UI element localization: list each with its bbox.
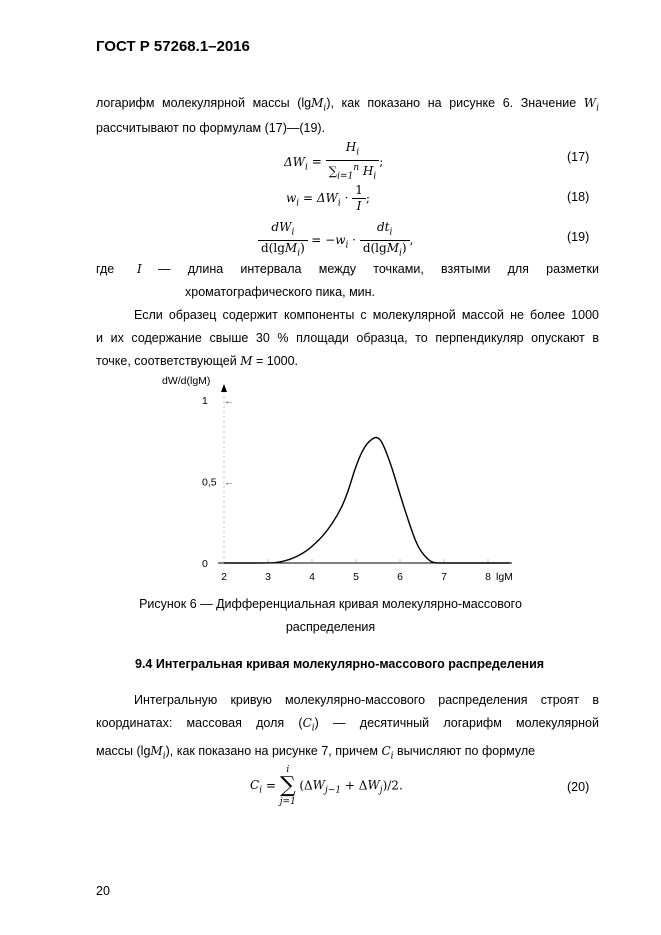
section-title: 9.4 Интегральная кривая молекулярно-массового распределения	[135, 657, 545, 671]
where-text-1: — длина интервала между точками, взятыми для разметки	[158, 262, 599, 276]
x-tick-label: 6	[397, 571, 403, 583]
paragraph-1-line-2: рассчитывают по формулам (17)—(19).	[96, 121, 326, 136]
series-line	[224, 437, 510, 563]
y-tick-label: 1	[202, 395, 208, 407]
x-tick-label: 8	[485, 571, 491, 583]
text-fragment: ) — десятичный логарифм молекулярной	[314, 716, 599, 730]
paragraph-2-line-1: Если образец содержит компоненты с молекулярной массой не более 1000	[134, 308, 599, 322]
y-tick-mark: ←	[224, 477, 234, 489]
y-tick-mark: ←	[224, 396, 234, 407]
equation-number-19: (19)	[567, 230, 590, 244]
symbol-W: W	[583, 96, 597, 110]
page-number: 20	[96, 884, 110, 898]
x-tick-label: 3	[265, 571, 271, 583]
paragraph-3-line-2: координатах: массовая доля $(C_i)$ — десятичный логарифм молекулярной	[96, 716, 599, 734]
where-text-2: хроматографического пика, мин.	[185, 285, 376, 299]
paragraph-2	[96, 305, 599, 371]
text-fragment: ), как показано на рисунке 6. Значение	[326, 96, 577, 110]
y-axis-label: dW/d(lgM)	[162, 375, 211, 387]
equation-number-18: (18)	[567, 190, 590, 204]
x-axis-label: lgM	[496, 571, 513, 583]
equation-17: $\Delta W_i$ = $\frac{H_i}{\sum_{i=1}^n H_i}$ ;	[284, 140, 384, 182]
y-axis-arrow	[221, 384, 227, 392]
x-tick-label: 4	[309, 571, 315, 583]
equation-18: $w_i = \Delta W_i$ · $\frac{1}{I}$ ;	[286, 183, 370, 213]
x-tick-label: 7	[441, 571, 447, 583]
paragraph-2-line-2: и их содержание свыше 30 % площади образца, то перпендикуляр опускают в	[96, 331, 599, 345]
equation-number-17: (17)	[567, 150, 590, 164]
paragraph-1	[96, 93, 599, 138]
text-fragment: ), как показано на рисунке 7, причем	[165, 744, 378, 759]
text-fragment: массы (lg	[96, 744, 151, 759]
paragraph-3	[96, 690, 599, 767]
text-fragment: логарифм молекулярной массы (lg	[96, 96, 312, 110]
chart-figure-6	[150, 370, 550, 590]
text-fragment: координатах: массовая доля (	[96, 716, 303, 730]
paragraph-3-line-3: массы (lgM$_i$), как показано на рисунке 7, причем $C_i$ вычисляют по формуле	[96, 744, 536, 762]
text-fragment: точке, соответствующей	[96, 354, 237, 368]
paragraph-2-line-3: точке, соответствующей M = 1000.	[96, 354, 299, 368]
figure-caption-line-2: распределения	[285, 620, 376, 634]
equation-19: $\frac{dW_i}{d(\lg M_i)}$ = $-w_i$ · $\frac{dt_i}{d(\lg M_i)}$ ,	[258, 220, 413, 262]
x-tick-label: 5	[353, 571, 359, 583]
x-tick-label: 2	[221, 571, 227, 583]
document-header: ГОСТ Р 57268.1–2016	[96, 38, 250, 55]
where-word: где	[96, 262, 115, 276]
y-tick-label: 0	[202, 558, 208, 570]
figure-caption-line-1: Рисунок 6 — Дифференциальная кривая молекулярно-массового	[139, 597, 522, 611]
where-symbol: I	[137, 262, 142, 276]
equation-number-20: (20)	[567, 780, 590, 794]
paragraph-3-line-1: Интегральную кривую молекулярно-массового распределения строят в	[134, 693, 599, 707]
paragraph-1-line-1: логарифм молекулярной массы (lgM$_i$), как показано на рисунке 6. Значение $W_i$	[96, 96, 599, 114]
text-fragment: вычисляют по формуле	[397, 744, 536, 759]
text-fragment: = 1000.	[255, 354, 299, 368]
symbol-M: M	[311, 96, 324, 110]
equation-20: $C_i$ = i ∑ j=1 $(\Delta W_{j-1} + \Delta W_j)/2$.	[250, 765, 403, 807]
y-tick-label: 0,5	[202, 476, 217, 489]
symbol-C: C	[302, 716, 312, 730]
